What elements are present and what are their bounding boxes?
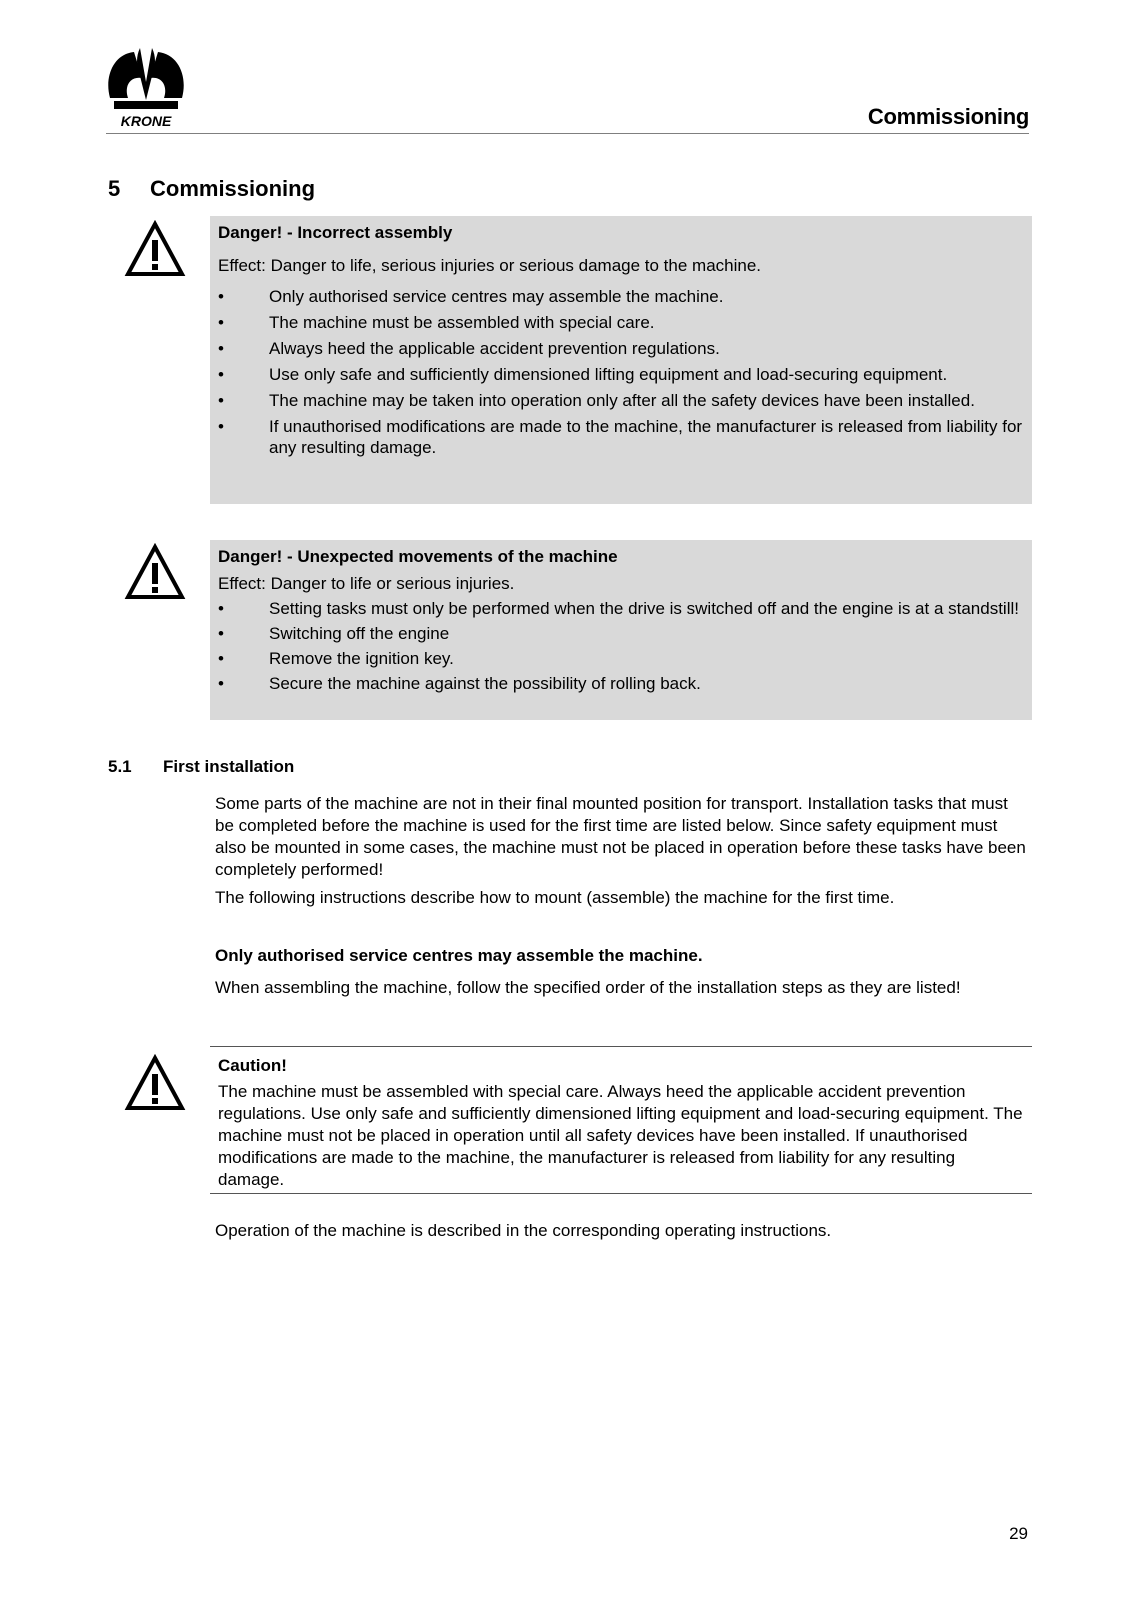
- caution-box: [210, 1046, 1032, 1194]
- caution-title: Caution!: [218, 1056, 287, 1075]
- list-item: • Secure the machine against the possibility of rolling back.: [218, 674, 701, 693]
- section-title: First installation: [163, 757, 295, 776]
- warning-triangle-icon: [124, 220, 186, 278]
- danger-box-unexpected-movements: [210, 540, 1032, 720]
- bold-notice: Only authorised service centres may assemble the machine.: [215, 946, 703, 965]
- warning-triangle-icon: [124, 1054, 186, 1112]
- danger-list: [218, 286, 1024, 458]
- running-header-title: Commissioning: [867, 104, 1029, 129]
- svg-text:KRONE: KRONE: [120, 113, 172, 129]
- chapter-number: 5: [108, 176, 121, 201]
- header-rule: [106, 133, 1029, 134]
- list-item: • Switching off the engine: [218, 624, 450, 643]
- list-item: • Always heed the applicable accident prevention regulations.: [218, 339, 720, 358]
- warning-triangle-icon: [124, 543, 186, 601]
- danger-effect: Effect: Danger to life, serious injuries or serious damage to the machine.: [218, 256, 762, 275]
- paragraph: Operation of the machine is described in the corresponding operating instructions.: [215, 1221, 832, 1240]
- section-heading: [108, 757, 294, 777]
- danger-effect: Effect: Danger to life or serious injuries.: [218, 574, 515, 593]
- list-item: • Use only safe and sufficiently dimensioned lifting equipment and load-securing equipment.: [218, 365, 948, 384]
- chapter-heading: [108, 176, 315, 202]
- caution-text: The machine must be assembled with special care. Always heed the applicable accident prevention regulations. Use only safe and sufficiently dimensioned lifting equipment and load-securing equipment. The machine must not be placed in operation until all safety devices have been installed. If unauthorised modifications are made to the machine, the manufacturer is released from liability for any resulting damage.: [218, 1082, 1023, 1189]
- danger-box-incorrect-assembly: [210, 216, 1032, 504]
- krone-logo: [106, 46, 186, 130]
- paragraph: The following instructions describe how to mount (assemble) the machine for the first time.: [215, 888, 895, 907]
- list-item: • The machine may be taken into operation only after all the safety devices have been installed.: [218, 391, 975, 410]
- list-item: • The machine must be assembled with special care.: [218, 313, 655, 332]
- section-number: 5.1: [108, 757, 132, 776]
- list-item: • If unauthorised modifications are made to the machine, the manufacturer is released from liability for any resulting damage.: [218, 417, 1023, 457]
- danger-title: Danger! - Incorrect assembly: [218, 223, 453, 242]
- chapter-title: Commissioning: [150, 176, 316, 201]
- list-item: • Setting tasks must only be performed when the drive is switched off and the engine is at a standstill!: [218, 599, 1019, 618]
- paragraph: Some parts of the machine are not in their final mounted position for transport. Installation tasks that must be completed before the machine is used for the first time are listed below. Since safety equipment must also be mounted in some cases, the machine must not be placed in operation before these tasks have been completely performed!: [215, 794, 1026, 879]
- danger-title: Danger! - Unexpected movements of the machine: [218, 547, 618, 566]
- danger-list: [218, 598, 1024, 694]
- list-item: • Remove the ignition key.: [218, 649, 454, 668]
- list-item: • Only authorised service centres may assemble the machine.: [218, 287, 724, 306]
- paragraph: When assembling the machine, follow the specified order of the installation steps as they are listed!: [215, 978, 961, 997]
- page-number: 29: [1009, 1524, 1028, 1543]
